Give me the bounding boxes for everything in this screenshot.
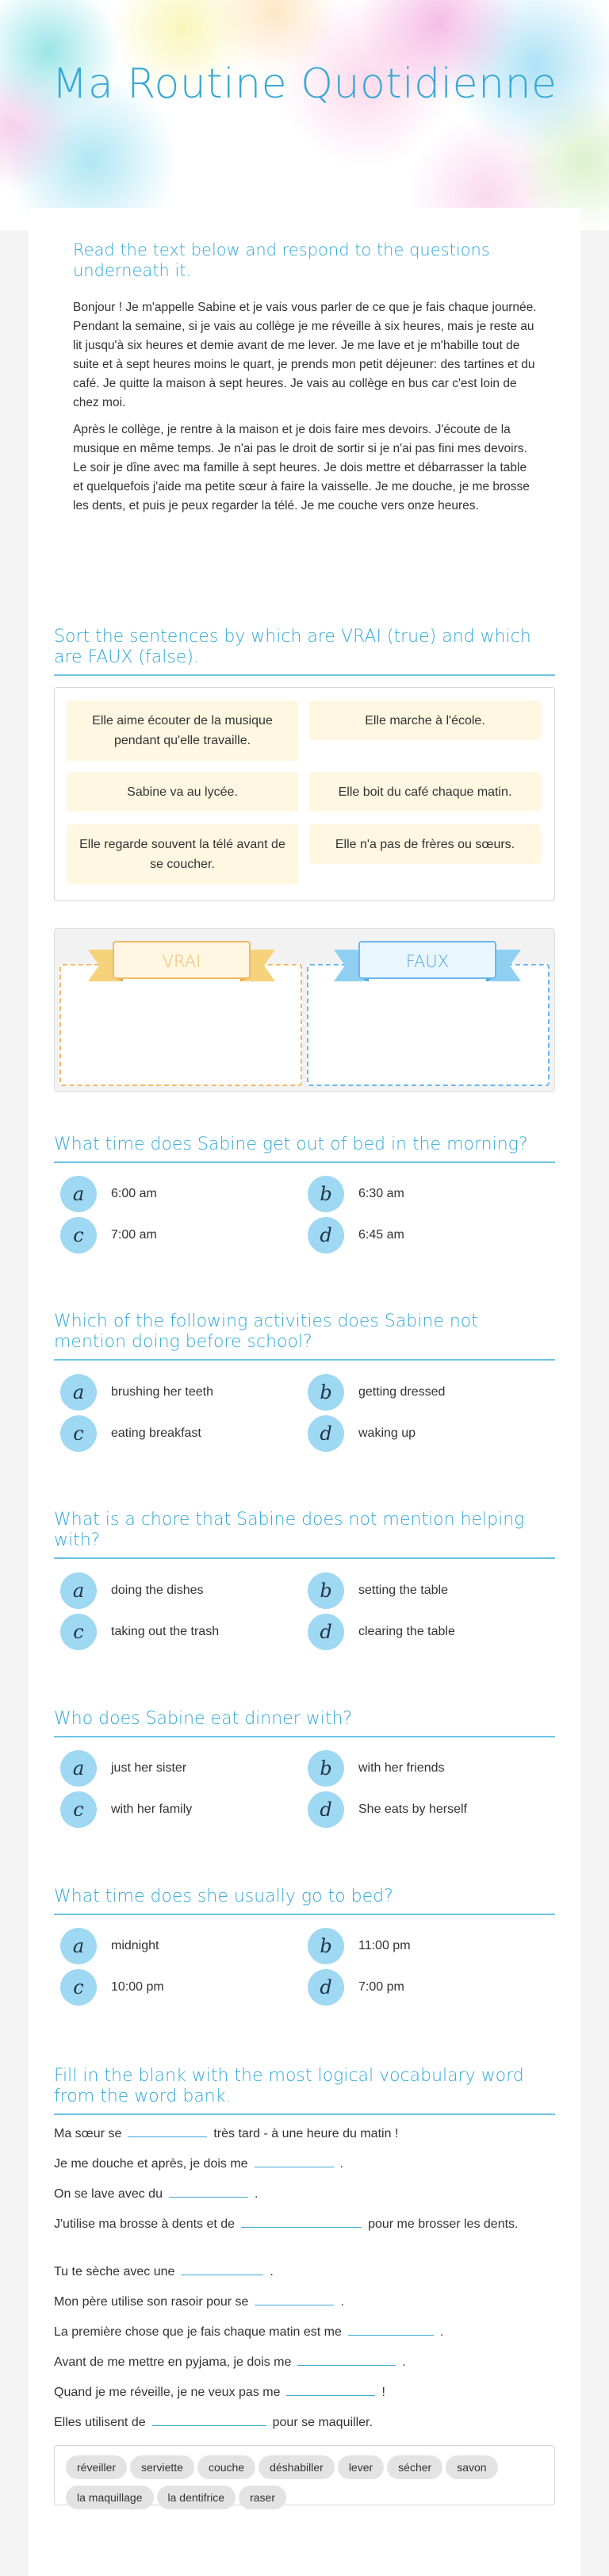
sentence-end: très tard - à une heure du matin ! [213, 2127, 399, 2140]
option-text: with her family [111, 1802, 193, 1816]
sentence-end: pour me brosser les dents. [368, 2217, 519, 2231]
option-text: brushing her teeth [111, 1385, 213, 1399]
sentence-end: . [270, 2265, 274, 2278]
option-letter-badge: d [308, 1791, 344, 1828]
fill-sentence-9 [54, 2382, 553, 2403]
sentence-end: . [340, 2295, 344, 2309]
sentence-end: . [402, 2355, 406, 2369]
q1-option-d[interactable] [308, 1217, 404, 1253]
q2-option-d[interactable] [308, 1415, 416, 1452]
option-text: just her sister [111, 1761, 187, 1775]
word-chip[interactable]: serviette [130, 2455, 194, 2479]
sentence-end: pour se maquiller. [272, 2416, 373, 2429]
q2-option-a[interactable] [60, 1374, 213, 1411]
page-title: Ma Routine Quotidienne [52, 60, 557, 108]
q3-option-c[interactable] [60, 1614, 219, 1650]
q4-option-b[interactable] [308, 1750, 445, 1787]
vrai-bin-header [88, 939, 275, 986]
option-letter-badge: b [308, 1176, 344, 1212]
sort-card[interactable]: Elle marche à l'école. [309, 701, 541, 740]
option-text: eating breakfast [111, 1426, 201, 1440]
sort-bins [54, 928, 555, 1092]
word-chip[interactable]: la maquillage [66, 2486, 154, 2509]
reading-paragraph: Bonjour ! Je m'appelle Sabine et je vais vous parler de ce que je fais chaque journée. Pendant la semaine, si je vais au collège je me réveille à six heures, mais je reste au lit jusqu'à six heures et demie avant de me lever. Je me lave et je m'habille tout de suite et à sept heures moins le quart, je prends mon petit déjeuner: des tartines et du café. Je quitte la maison à sept heures. Je vais au collège en bus car c'est loin de chez moi. [73, 301, 537, 409]
fill-sentence-1 [54, 2123, 553, 2144]
sentence-start: Je me douche et après, je dois me [54, 2157, 248, 2171]
option-letter-badge: d [308, 1614, 344, 1650]
vrai-label: VRAI [162, 952, 201, 971]
q2-option-c[interactable] [60, 1415, 201, 1452]
reading-prompt: Read the text below and respond to the questions underneath it. [73, 240, 490, 280]
sentence-start: La première chose que je fais chaque matin est me [54, 2325, 342, 2339]
option-letter-badge: c [60, 1969, 97, 2006]
option-text: 10:00 pm [111, 1980, 164, 1994]
sentence-start: Ma sœur se [54, 2127, 122, 2140]
sort-card[interactable]: Elle n'a pas de frères ou sœurs. [309, 824, 541, 864]
fill-sentence-7 [54, 2321, 553, 2343]
option-text: 7:00 am [111, 1228, 157, 1242]
word-chip[interactable]: savon [446, 2455, 497, 2479]
blank-input[interactable] [181, 2261, 263, 2275]
sort-card[interactable]: Sabine va au lycée. [67, 772, 298, 812]
fill-sentence-10 [54, 2412, 553, 2433]
fill-sentence-3 [54, 2183, 553, 2205]
sort-card[interactable]: Elle regarde souvent la télé avant de se coucher. [67, 824, 298, 885]
q4-option-a[interactable] [60, 1750, 186, 1787]
reading-passage [73, 298, 538, 524]
blank-input[interactable] [255, 2291, 334, 2305]
q1-option-a[interactable] [60, 1176, 157, 1212]
option-letter-badge: d [308, 1415, 344, 1452]
blank-input[interactable] [255, 2153, 334, 2167]
fill-sentence-4 [54, 2213, 553, 2235]
blank-input[interactable] [241, 2213, 362, 2228]
q5-option-d[interactable] [308, 1969, 404, 2006]
option-text: getting dressed [358, 1385, 446, 1399]
option-letter-badge: b [308, 1572, 344, 1609]
blank-input[interactable] [152, 2412, 266, 2426]
word-chip[interactable]: raser [239, 2486, 286, 2509]
fill-sentence-5 [54, 2261, 553, 2282]
q2-option-b[interactable] [308, 1374, 445, 1411]
q3-option-d[interactable] [308, 1614, 455, 1650]
option-text: 11:00 pm [358, 1939, 411, 1952]
option-text: clearing the table [358, 1625, 455, 1638]
word-chip[interactable]: sécher [387, 2455, 442, 2479]
sentence-start: On se lave avec du [54, 2187, 163, 2201]
sentence-end: . [339, 2157, 344, 2171]
question-3-text: What is a chore that Sabine does not mention helping with? [54, 1510, 555, 1559]
fill-sentence-2 [54, 2153, 553, 2175]
blank-input[interactable] [286, 2382, 375, 2396]
fill-heading: Fill in the blank with the most logical vocabulary word from the word bank. [54, 2066, 555, 2115]
fill-sentence-8 [54, 2351, 553, 2373]
option-text: doing the dishes [111, 1584, 204, 1597]
sort-cards-box [54, 687, 555, 901]
q1-option-b[interactable] [308, 1176, 404, 1212]
option-letter-badge: c [60, 1791, 97, 1828]
worksheet-card [29, 208, 580, 2576]
option-letter-badge: a [60, 1572, 97, 1609]
sentence-end: . [254, 2187, 259, 2201]
sentence-start: Tu te sèche avec une [54, 2265, 175, 2278]
option-letter-badge: b [308, 1928, 344, 1964]
option-text: setting the table [358, 1584, 448, 1597]
question-4-text: Who does Sabine eat dinner with? [54, 1709, 555, 1737]
sentence-start: Avant de me mettre en pyjama, je dois me [54, 2355, 292, 2369]
option-letter-badge: a [60, 1176, 97, 1212]
fill-sentence-6 [54, 2291, 553, 2313]
option-letter-badge: c [60, 1217, 97, 1253]
option-text: 6:45 am [358, 1228, 404, 1242]
word-chip[interactable]: lever [338, 2455, 384, 2479]
option-text: midnight [111, 1939, 159, 1952]
sentence-start: J'utilise ma brosse à dents et de [54, 2217, 236, 2231]
word-chip[interactable]: déshabiller [259, 2455, 335, 2479]
sentence-start: Elles utilisent de [54, 2416, 146, 2429]
q5-option-c[interactable] [60, 1969, 164, 2006]
option-letter-badge: d [308, 1969, 344, 2006]
option-letter-badge: a [60, 1374, 97, 1411]
sentence-start: Quand je me réveille, je ne veux pas me [54, 2386, 281, 2399]
option-text: 7:00 pm [358, 1980, 404, 1994]
word-chip[interactable]: la dentifrice [157, 2486, 236, 2509]
sentence-end: ! [381, 2386, 385, 2399]
header-banner [0, 0, 609, 230]
option-text: with her friends [358, 1761, 445, 1775]
option-letter-badge: c [60, 1415, 97, 1452]
reading-paragraph: Après le collège, je rentre à la maison et je dois faire mes devoirs. J'écoute de la musique en même temps. Je n'ai pas le droit de sortir si je n'ai pas fini mes devoirs. Le soir je dîne avec ma famille à sept heures. Je dois mettre et débarrasser la table et quelquefois j'aide ma petite sœur à faire la vaisselle. Je me douche, je me brosse les dents, et puis je peux regarder la télé. Je me couche vers onze heures. [73, 423, 530, 513]
blank-input[interactable] [297, 2351, 396, 2366]
q1-option-c[interactable] [60, 1217, 157, 1253]
option-letter-badge: b [308, 1750, 344, 1787]
sort-heading: Sort the sentences by which are VRAI (true) and which are FAUX (false). [54, 627, 555, 676]
q4-option-d[interactable] [308, 1791, 467, 1828]
sort-card[interactable]: Elle boit du café chaque matin. [309, 772, 541, 812]
faux-label: FAUX [405, 952, 450, 971]
question-1-text: What time does Sabine get out of bed in the morning? [54, 1134, 555, 1163]
blank-input[interactable] [169, 2183, 248, 2198]
word-bank [54, 2445, 555, 2505]
q3-option-a[interactable] [60, 1572, 204, 1609]
sort-card[interactable]: Elle aime écouter de la musique pendant qu'elle travaille. [67, 701, 298, 761]
q3-option-b[interactable] [308, 1572, 448, 1609]
option-text: 6:00 am [111, 1187, 157, 1200]
q5-option-a[interactable] [60, 1928, 159, 1964]
option-letter-badge: d [308, 1217, 344, 1253]
option-letter-badge: a [60, 1928, 97, 1964]
faux-bin-header [334, 939, 521, 986]
q5-option-b[interactable] [308, 1928, 411, 1964]
blank-input[interactable] [128, 2123, 207, 2137]
question-2-text: Which of the following activities does Sabine not mention doing before school? [54, 1311, 555, 1361]
option-text: waking up [358, 1426, 416, 1440]
option-letter-badge: b [308, 1374, 344, 1411]
word-chip[interactable]: réveiller [66, 2455, 127, 2479]
word-chip[interactable]: couche [197, 2455, 255, 2479]
option-letter-badge: c [60, 1614, 97, 1650]
option-text: 6:30 am [358, 1187, 404, 1200]
blank-input[interactable] [348, 2321, 434, 2336]
sentence-start: Mon père utilise son rasoir pour se [54, 2295, 249, 2309]
sentence-end: . [439, 2325, 444, 2339]
question-5-text: What time does she usually go to bed? [54, 1887, 555, 1915]
option-text: taking out the trash [111, 1625, 220, 1638]
q4-option-c[interactable] [60, 1791, 192, 1828]
option-text: She eats by herself [358, 1802, 467, 1816]
option-letter-badge: a [60, 1750, 97, 1787]
